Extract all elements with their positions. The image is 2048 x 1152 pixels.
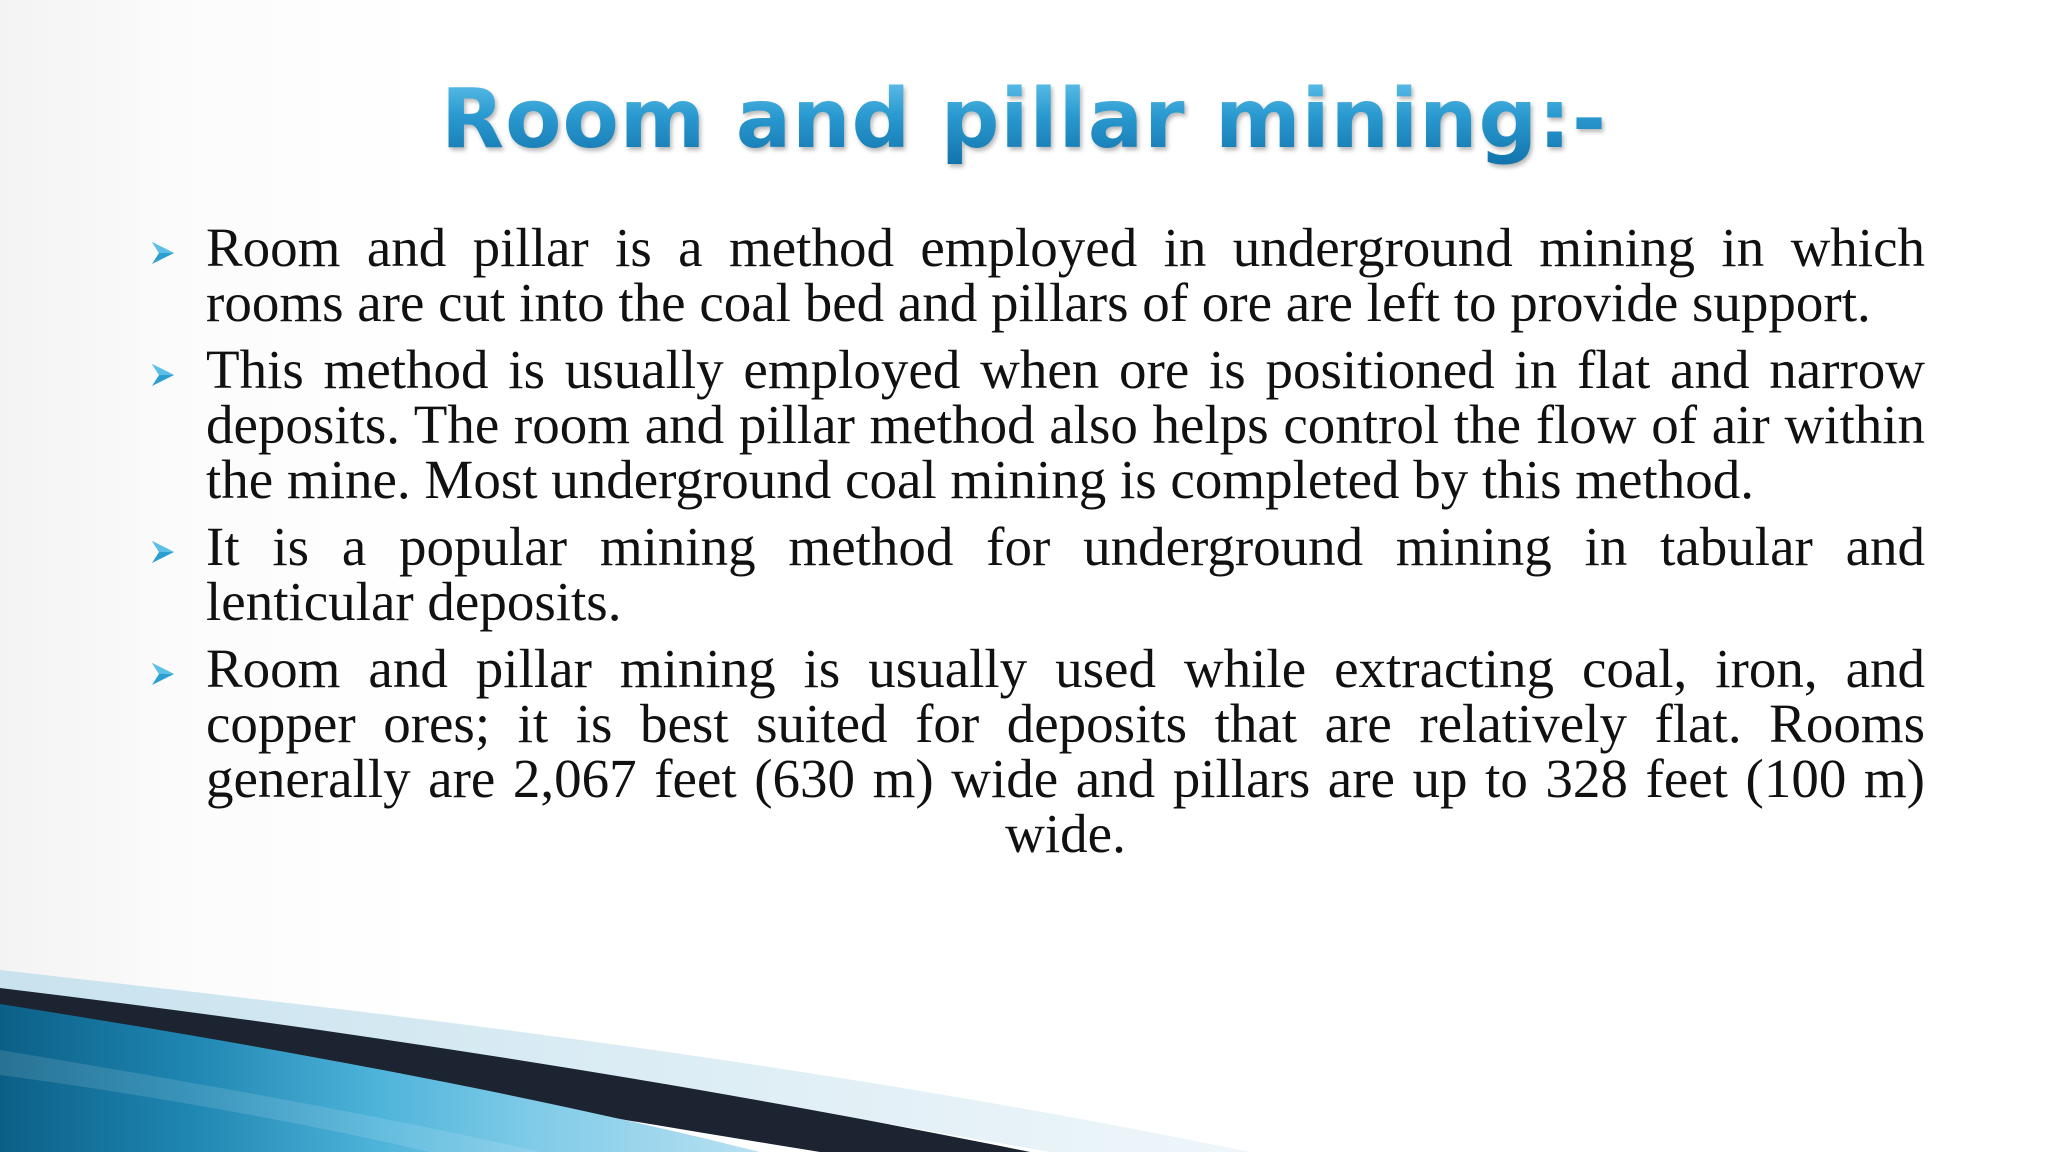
bullet-item [140,217,1925,333]
bullet-text: This method is usually employed when ore is positioned in flat and narrow deposits. The room and pillar method also helps control the flow of air within the mine. Most underground coal mining is completed by this method. [206,339,1925,510]
bullet-item [140,638,1925,864]
arrowhead-bullet-icon [150,362,176,388]
bullet-item [140,339,1925,510]
arrowhead-bullet-icon [150,661,176,687]
slide-title: Room and pillar mining:- [0,70,2048,170]
arrowhead-bullet-icon [150,539,176,565]
bullet-text: Room and pillar is a method employed in underground mining in which rooms are cut into the coal bed and pillars of ore are left to provide support. [206,217,1925,333]
arrowhead-bullet-icon [150,240,176,266]
bullet-text: It is a popular mining method for underground mining in tabular and lenticular deposits. [206,516,1925,632]
bullet-text: Room and pillar mining is usually used while extracting coal, iron, and copper ores; it is best suited for deposits that are relatively flat. Rooms generally are 2,067 feet (630 m) wide and pillars are up to 328 feet (100 m) wide. [206,638,1925,864]
bullet-list [140,217,1925,873]
bullet-item [140,516,1925,632]
